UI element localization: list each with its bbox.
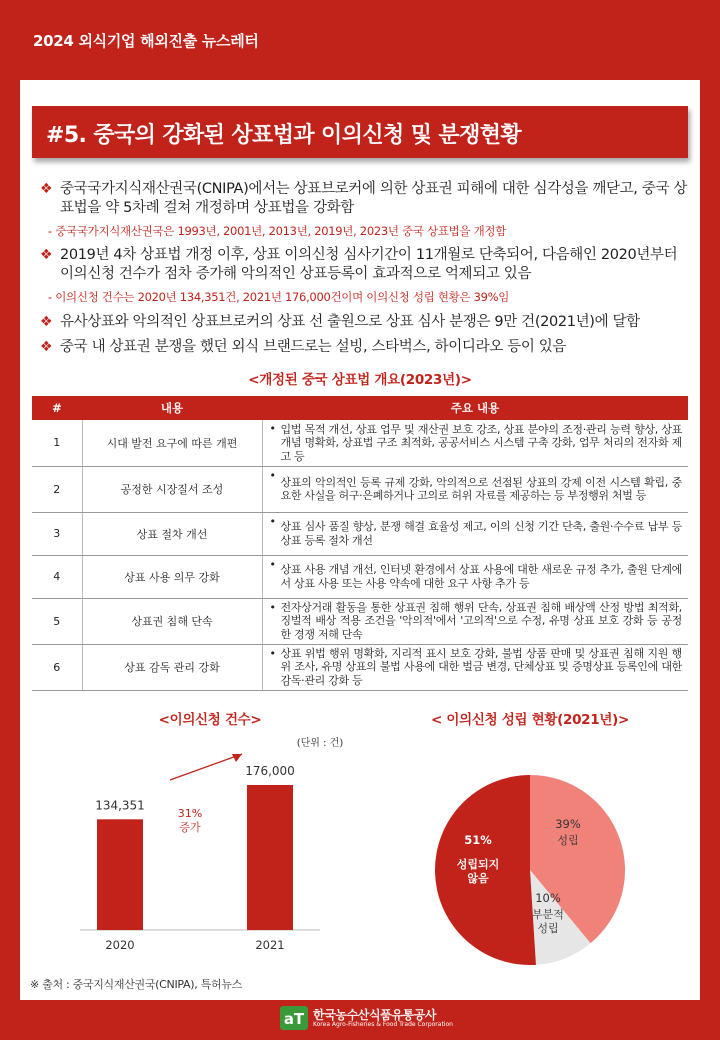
content-panel [20,80,700,1000]
bar-chart-unit: (단위 : 건) [296,738,344,749]
pie-value-label: 10% [535,891,561,905]
pie-slice-name: 부분적 [532,908,564,921]
pie-slice-name: 성립되지 [456,858,500,871]
header-bar [0,0,720,80]
header-num: # [32,396,82,420]
row-detail: • 상표 심사 품질 향상, 분쟁 해결 효율성 제고, 이의 신청 기간 단축, 출원·수수료 납부 등 상표 등록 절차 개선 [262,512,688,555]
table-header-row [32,396,688,420]
bar-value-label: 176,000 [245,763,295,778]
bullet-list [40,180,690,360]
pie-value-label: 51% [464,833,492,847]
row-title: 상표 감독 관리 강화 [82,644,262,690]
table-row [32,555,688,598]
pie-slice-name: 성립 [557,834,579,847]
row-title: 상표권 침해 단속 [82,598,262,644]
bar-value-label: 134,351 [95,798,145,813]
diamond-bullet-icon: ❖ [40,339,53,355]
table-row [32,466,688,512]
section-title: #5. 중국의 강화된 상표법과 이의신청 및 분쟁현황 [46,123,522,148]
row-detail: • 상표의 악의적인 등록 규제 강화, 악의적으로 선점된 상표의 강제 이전 시스템 확립, 중요한 사실을 허구·은폐하거나 고의로 허위 자료를 제공하는 등 부정행위 처벌 등 [262,466,688,512]
table-caption: <개정된 중국 상표법 개요(2023년)> [248,372,472,388]
row-number: 6 [32,644,82,690]
bullet-item: ❖ 중국국가지식재산권국(CNIPA)에서는 상표브로커에 의한 상표권 피해에 대한 심각성을 깨닫고, 중국 상표법을 약 5차례 걸쳐 개정하며 상표법을 강화함 [40,181,688,216]
diamond-bullet-icon: ❖ [40,181,53,197]
newsletter-title: 2024 외식기업 해외진출 뉴스레터 [33,32,259,50]
org-name-korean: 한국농수산식품유통공사 [313,1008,437,1022]
increase-annotation: 증가 [179,821,201,834]
row-detail: • 상표 위법 행위 명확화, 지리적 표시 보호 강화, 불법 상품 판매 및 상표권 침해 지원 행위 조사, 유명 상표의 불법 사용에 대한 벌금 변경, 단체상표 및 증명상표 등록인에 대한 감독·관리 강화 등 [262,644,688,690]
bar-2021 [247,785,293,930]
diamond-bullet-icon: ❖ [40,314,53,330]
row-title: 상표 절차 개선 [82,512,262,555]
row-number: 5 [32,598,82,644]
row-number: 4 [32,555,82,598]
bar-chart-title: <이의신청 건수> [158,712,262,728]
charts-svg [20,720,700,970]
row-number: 2 [32,466,82,512]
table-row [32,644,688,690]
diamond-bullet-icon: ❖ [40,247,53,263]
row-detail: • 전자상거래 활동을 통한 상표권 침해 행위 단속, 상표권 침해 배상액 산정 방법 최적화, 징벌적 배상 적용 조건을 '악의적'에서 '고의적'으로 수정, 유명 상표 보호 강화 등 공정한 경쟁 저해 단속 [262,598,688,644]
bar-category-label: 2020 [105,938,135,952]
org-name-english: Korea Agro-Fisheries & Food Trade Corporation [313,1021,453,1028]
bullet-subnote: - 중국국가지식재산권국은 1993년, 2001년, 2013년, 2019년, 2023년 중국 상표법을 개정함 [48,224,507,238]
row-title: 공정한 시장질서 조성 [82,466,262,512]
row-detail: • 상표 사용 개념 개선, 인터넷 환경에서 상표 사용에 대한 새로운 규정 추가, 출원 단계에서 상표 사용 또는 사용 약속에 대한 요구 사항 추가 등 [262,555,688,598]
table-row [32,512,688,555]
bullet-subnote: - 이의신청 건수는 2020년 134,351건, 2021년 176,000건이며 이의신청 성립 현황은 39%임 [48,290,510,304]
table-row [32,598,688,644]
section-title-bar [32,106,688,158]
row-number: 3 [32,512,82,555]
pie-slice-name: 않음 [467,872,489,885]
pie-value-label: 39% [555,817,581,831]
bar-2020 [97,819,143,930]
bullet-item: ❖ 2019년 4차 상표법 개정 이후, 상표 이의신청 심사기간이 11개월로 단축되어, 다음해인 2020년부터 이의신청 건수가 점차 증가해 악의적인 상표등록이 효과적으로 억제되고 있음 [40,247,678,282]
header-content: 내용 [82,396,262,420]
chart-area [20,720,700,970]
row-title: 시대 발전 요구에 따른 개편 [82,420,262,466]
row-title: 상표 사용 의무 강화 [82,555,262,598]
at-logo-icon [280,1006,308,1030]
svg-text:aT: aT [283,1010,305,1028]
source-note: ※ 출처 : 중국지식재산권국(CNIPA), 특허뉴스 [30,978,242,991]
pie-slice-name: 성립 [537,922,559,935]
increase-arrow-line [170,754,242,780]
law-summary-table [32,396,688,691]
bullet-item: ❖ 중국 내 상표권 분쟁을 했던 외식 브랜드로는 설빙, 스타벅스, 하이디라오 등이 있음 [40,339,567,355]
header-main-content: 주요 내용 [262,396,688,420]
pie-chart-title: < 이의신청 성립 현황(2021년)> [430,712,629,728]
table-row [32,420,688,466]
row-detail: • 입법 목적 개선, 상표 업무 및 재산권 보호 강조, 상표 분야의 조정·관리 능력 향상, 상표 개념 명확화, 상표법 구조 최적화, 공공서비스 시스템 구축 강화, 업무 처리의 전자화 제고 등 [262,420,688,466]
bullet-item: ❖ 유사상표와 악의적인 상표브로커의 상표 선 출원으로 상표 심사 분쟁은 9만 건(2021년)에 달함 [40,314,640,330]
bar-category-label: 2021 [255,938,285,952]
increase-annotation: 31% [177,807,203,820]
row-number: 1 [32,420,82,466]
increase-arrow-head-icon [232,754,242,762]
